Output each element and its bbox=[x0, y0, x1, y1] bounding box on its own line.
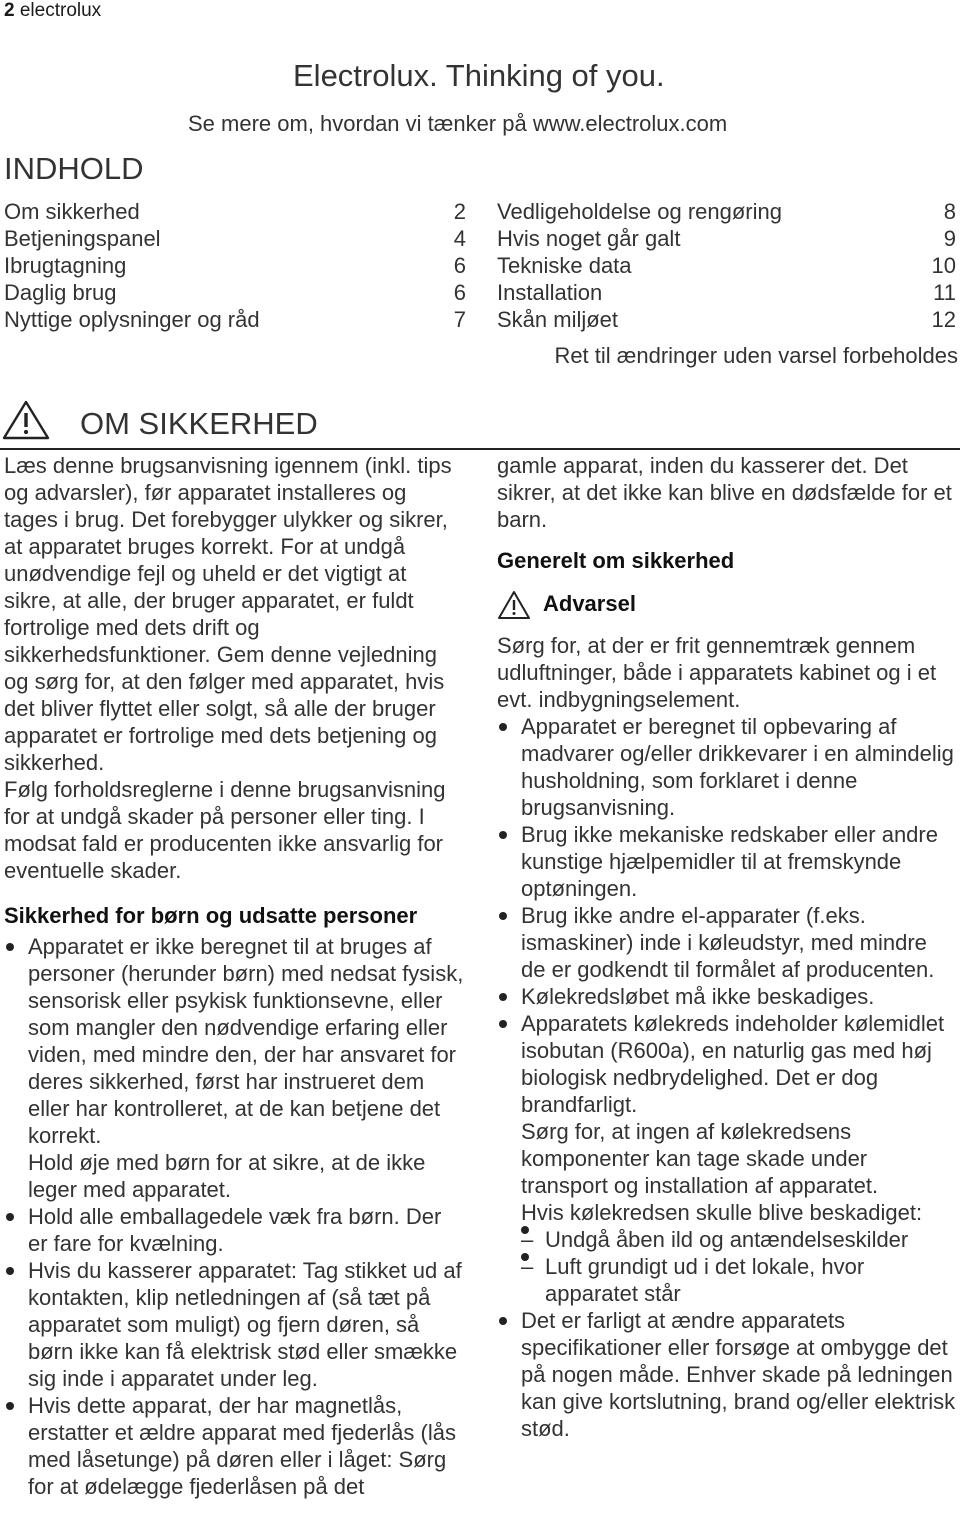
section-title: OM SIKKERHED bbox=[80, 406, 318, 441]
toc-entry-page: 8 bbox=[943, 199, 956, 224]
toc-entry-page: 7 bbox=[453, 307, 466, 332]
toc-entry-page: 6 bbox=[453, 280, 466, 305]
page-number-header bbox=[4, 0, 101, 22]
toc-entry-page: 11 bbox=[933, 280, 956, 305]
toc-entry-page: 2 bbox=[453, 199, 466, 224]
list-item: Kølekredsløbet må ikke beskadiges. bbox=[497, 983, 957, 1010]
list-item: Hvis dette apparat, der har magnetlås, erstatter et ældre apparat med fjederlås (lås med låsetunge) på døren eller i låget: Sørg for at ødelægge fjederlåsen på det bbox=[4, 1392, 464, 1500]
list-item: Apparatet er beregnet til opbevaring af madvarer og/eller drikkevarer i en almindelig husholdning, som forklaret i denne brugsanvisning. bbox=[497, 713, 957, 821]
left-column bbox=[4, 452, 464, 1500]
toc-entry-label: Skån miljøet bbox=[497, 307, 619, 332]
toc-entry-label: Tekniske data bbox=[497, 253, 632, 278]
toc-entry-label: Vedligeholdelse og rengøring bbox=[497, 199, 782, 224]
toc-entry-label: Betjeningspanel bbox=[4, 226, 161, 251]
toc-entry[interactable] bbox=[497, 225, 956, 252]
toc-entry-label: Hvis noget går galt bbox=[497, 226, 681, 251]
warning-label: Advarsel bbox=[543, 591, 636, 616]
section-header bbox=[0, 400, 960, 450]
list-item: Hvis du kasserer apparatet: Tag stikket ud af kontakten, klip netledningen af (så tæt på apparatet som muligt) og fjern døren, så børn ikke kan få elektrisk stød eller smække sig inde i apparatet under leg. bbox=[4, 1257, 464, 1392]
toc-entry[interactable] bbox=[497, 252, 956, 279]
toc-heading: INDHOLD bbox=[4, 151, 144, 186]
list-item: Brug ikke mekaniske redskaber eller andre kunstige hjælpemidler til at fremskynde optøningen. bbox=[497, 821, 957, 902]
page-number: 2 bbox=[4, 0, 15, 21]
brand-subtitle: Se mere om, hvordan vi tænker på www.electrolux.com bbox=[188, 111, 728, 136]
general-intro: Sørg for, at der er frit gennemtræk gennem udluftninger, både i apparatets kabinet og i et evt. indbygningselement. bbox=[497, 633, 937, 712]
general-safety-list bbox=[497, 713, 957, 1442]
toc-entry-label: Nyttige oplysninger og råd bbox=[4, 307, 260, 332]
dash-item: – Luft grundigt ud i det lokale, hvor apparatet står bbox=[521, 1253, 957, 1307]
toc-entry-label: Installation bbox=[497, 280, 603, 305]
toc-entry-page: 9 bbox=[943, 226, 956, 251]
toc-entry[interactable] bbox=[4, 198, 466, 225]
warning-triangle-icon bbox=[497, 590, 531, 620]
right-column bbox=[497, 452, 957, 1442]
toc-entry[interactable] bbox=[497, 198, 956, 225]
toc-entry-label: Ibrugtagning bbox=[4, 253, 127, 278]
change-notice: Ret til ændringer uden varsel forbeholdes bbox=[554, 343, 958, 368]
toc-entry[interactable] bbox=[4, 225, 466, 252]
dash-item: – Undgå åben ild og antændelseskilder bbox=[521, 1226, 957, 1253]
toc-entry[interactable] bbox=[4, 306, 466, 333]
list-item: Apparatets kølekreds indeholder kølemidlet isobutan (R600a), en naturlig gas med høj biologisk nedbrydelighed. Det er dog brandfarligt. Sørg for, at ingen af kølekredsens komponenter kan tage skade under transport og installation af apparatet. Hvis kølekredsen skulle blive beskadiget: – Undgå åben ild og antændelseskilder – Luft grundigt ud i det lokale, hvor apparatet står bbox=[497, 1010, 957, 1307]
brand-word: electrolux bbox=[19, 0, 102, 21]
toc-entry[interactable] bbox=[497, 279, 956, 306]
toc-entry-label: Daglig brug bbox=[4, 280, 117, 305]
toc-entry-page: 4 bbox=[453, 226, 466, 251]
children-safety-heading: Sikkerhed for børn og udsatte personer bbox=[4, 903, 418, 928]
brand-title: Electrolux. Thinking of you. bbox=[293, 58, 665, 93]
intro-paragraph: Følg forholdsreglerne i denne brugsanvisning for at undgå skader på personer eller ting. I modsat fald er producenten ikke ansvarlig for eventuelle skader. bbox=[4, 777, 446, 883]
general-safety-heading: Generelt om sikkerhed bbox=[497, 548, 735, 573]
toc-entry[interactable] bbox=[4, 252, 466, 279]
toc-left-column bbox=[4, 198, 466, 333]
toc-entry-page: 12 bbox=[931, 307, 956, 332]
toc-entry[interactable] bbox=[497, 306, 956, 333]
list-item: Brug ikke andre el-apparater (f.eks. ismaskiner) inde i køleudstyr, med mindre de er godkendt til formålet af producenten. bbox=[497, 902, 957, 983]
warning-row bbox=[497, 584, 957, 624]
list-item: Hold alle emballagedele væk fra børn. Der er fare for kvælning. bbox=[4, 1203, 464, 1257]
children-safety-list bbox=[4, 933, 464, 1500]
toc-entry-label: Om sikkerhed bbox=[4, 199, 140, 224]
toc-entry-page: 6 bbox=[453, 253, 466, 278]
list-item: Det er farligt at ændre apparatets specifikationer eller forsøge at ombygge det på nogen måde. Enhver skade på ledningen kan give kortslutning, brand og/eller elektrisk stød. bbox=[497, 1307, 957, 1442]
continued-paragraph: gamle apparat, inden du kasserer det. Det sikrer, at det ikke kan blive en dødsfælde for et barn. bbox=[497, 453, 952, 532]
list-item: Apparatet er ikke beregnet til at bruges af personer (herunder børn) med nedsat fysisk, sensorisk eller psykisk funktionsevne, eller som mangler den nødvendige erfaring eller viden, med mindre den, der har ansvaret for deres sikkerhed, først har instrueret dem eller har kontrolleret, at de kan betjene det korrekt. Hold øje med børn for at sikre, at de ikke leger med apparatet. bbox=[4, 933, 464, 1203]
refrigerant-dash-list bbox=[521, 1226, 957, 1307]
toc-entry[interactable] bbox=[4, 279, 466, 306]
intro-paragraph: Læs denne brugsanvisning igennem (inkl. tips og advarsler), før apparatet installeres og tages i brug. Det forebygger ulykker og sikrer, at apparatet bruges korrekt. For at undgå unødvendige fejl og uheld er det vigtigt at sikre, at alle, der bruger apparatet, er fuldt fortrolige med dets drift og sikkerhedsfunktioner. Gem denne vejledning og sørg for, at den følger med apparatet, hvis det bliver flyttet eller solgt, så alle der bruger apparatet er fortrolige med dets betjening og sikkerhed. bbox=[4, 453, 452, 775]
toc-entry-page: 10 bbox=[931, 253, 956, 278]
warning-triangle-icon bbox=[2, 400, 50, 440]
toc-right-column bbox=[497, 198, 956, 333]
